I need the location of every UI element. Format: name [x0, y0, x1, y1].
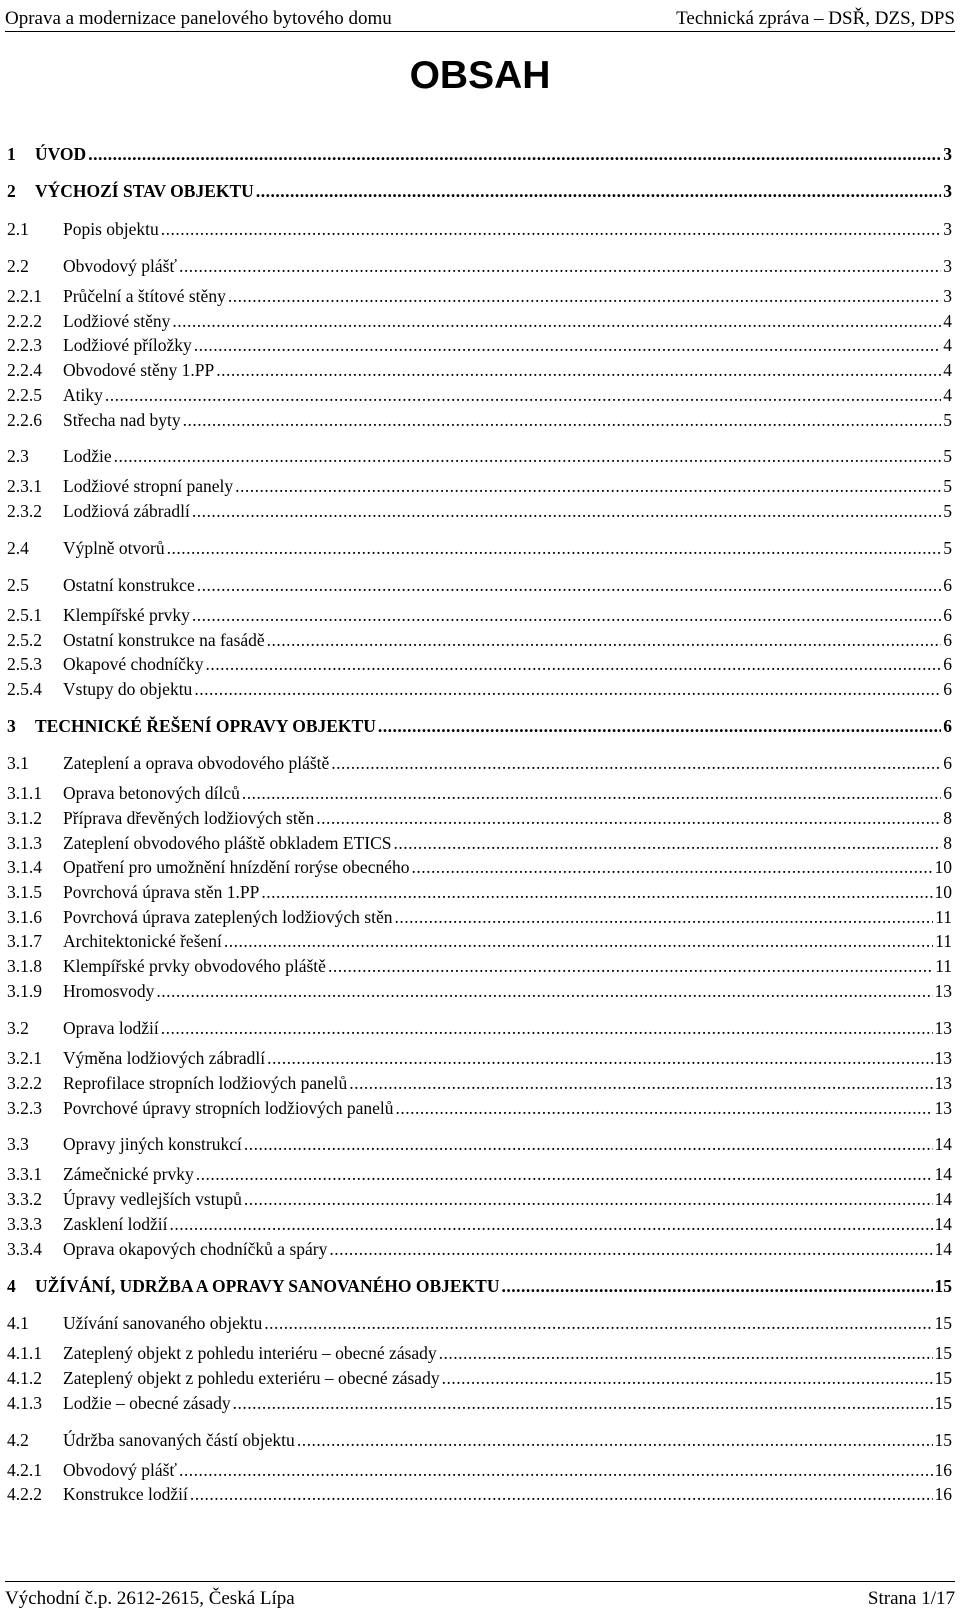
toc-entry-number: 3.1.1	[7, 783, 42, 803]
toc-entry[interactable]	[7, 605, 952, 627]
toc-dot-leader	[502, 1276, 933, 1297]
toc-entry[interactable]	[7, 360, 952, 382]
toc-entry[interactable]	[7, 1368, 952, 1390]
toc-entry-page: 6	[943, 753, 952, 773]
toc-entry[interactable]	[7, 1048, 952, 1070]
toc-entry-page: 10	[934, 882, 952, 902]
toc-entry-title: Průčelní a štítové stěny	[63, 286, 226, 306]
toc-entry-title: Lodžie	[63, 446, 112, 466]
toc-entry-number: 3.2.2	[7, 1073, 42, 1093]
toc-entry-number: 2.5.4	[7, 679, 42, 699]
toc-entry[interactable]	[7, 538, 952, 560]
footer-page-number: Strana 1/17	[867, 1588, 955, 1609]
toc-entry-number: 4.1.1	[7, 1343, 42, 1363]
toc-entry-title: TECHNICKÉ ŘEŠENÍ OPRAVY OBJEKTU	[35, 716, 376, 736]
toc-entry-page: 13	[934, 1073, 952, 1093]
toc-entry-title: Popis objektu	[63, 219, 159, 239]
toc-entry[interactable]	[7, 1313, 952, 1335]
toc-entry-title: ÚVOD	[35, 144, 87, 164]
toc-entry-number: 1	[7, 144, 16, 164]
toc-dot-leader	[442, 1368, 933, 1389]
toc-dot-leader	[244, 1134, 933, 1155]
toc-entry-title: Opravy jiných konstrukcí	[63, 1134, 242, 1154]
toc-dot-leader	[244, 1189, 933, 1210]
toc-entry[interactable]	[7, 1164, 952, 1186]
toc-entry-title: Užívání sanovaného objektu	[63, 1313, 263, 1333]
toc-entry[interactable]	[7, 716, 952, 738]
toc-entry-page: 5	[943, 410, 952, 430]
toc-entry-page: 15	[934, 1313, 952, 1333]
toc-dot-leader	[331, 753, 941, 774]
toc-dot-leader	[378, 716, 941, 737]
toc-entry-number: 2.5.1	[7, 605, 42, 625]
toc-entry-title: Úpravy vedlejších vstupů	[63, 1189, 242, 1209]
toc-entry-number: 2.2.4	[7, 360, 42, 380]
toc-entry[interactable]	[7, 1214, 952, 1236]
toc-entry-title: Zateplený objekt z pohledu exteriéru – obecné zásady	[63, 1368, 440, 1388]
toc-entry-page: 3	[943, 144, 952, 164]
toc-entry-number: 3.1.4	[7, 857, 42, 877]
toc-entry-page: 14	[934, 1214, 952, 1234]
toc-entry-number: 2.2	[7, 256, 29, 276]
toc-entry[interactable]	[7, 1430, 952, 1452]
toc-entry-title: Konstrukce lodžií	[63, 1484, 188, 1504]
toc-entry-number: 2.3	[7, 446, 29, 466]
toc-entry-title: Lodžiové příložky	[63, 335, 192, 355]
toc-entry-title: Architektonické řešení	[63, 931, 222, 951]
toc-entry-title: VÝCHOZÍ STAV OBJEKTU	[35, 181, 254, 201]
toc-entry-page: 13	[934, 981, 952, 1001]
toc-entry-title: Zámečnické prvky	[63, 1164, 194, 1184]
toc-dot-leader	[235, 476, 941, 497]
toc-entry[interactable]	[7, 857, 952, 879]
toc-entry-title: Ostatní konstrukce na fasádě	[63, 630, 265, 650]
toc-dot-leader	[329, 1239, 932, 1260]
toc-entry-title: Vstupy do objektu	[63, 679, 193, 699]
toc-entry-page: 11	[935, 931, 952, 951]
toc-dot-leader	[205, 654, 941, 675]
toc-dot-leader	[349, 1073, 932, 1094]
toc-entry-number: 2.1	[7, 219, 29, 239]
toc-entry-number: 3.2.1	[7, 1048, 42, 1068]
toc-dot-leader	[233, 1393, 933, 1414]
toc-entry[interactable]	[7, 1484, 952, 1506]
page-footer	[5, 1588, 955, 1610]
toc-entry-title: Střecha nad byty	[63, 410, 181, 430]
toc-dot-leader	[328, 956, 933, 977]
toc-entry-page: 15	[934, 1343, 952, 1363]
toc-entry-number: 2.3.2	[7, 501, 42, 521]
toc-entry-number: 2.2.3	[7, 335, 42, 355]
toc-entry-number: 3.1.5	[7, 882, 42, 902]
toc-dot-leader	[228, 286, 941, 307]
toc-entry-title: Zateplení a oprava obvodového pláště	[63, 753, 330, 773]
toc-entry-number: 3.3.4	[7, 1239, 42, 1259]
toc-entry[interactable]	[7, 1073, 952, 1095]
toc-dot-leader	[242, 783, 941, 804]
toc-dot-leader	[179, 256, 941, 277]
toc-entry-title: Oprava lodžií	[63, 1018, 159, 1038]
header-document-title: Oprava a modernizace panelového bytového domu	[5, 8, 392, 29]
toc-entry-title: Ostatní konstrukce	[63, 575, 195, 595]
toc-entry-number: 4.2.1	[7, 1460, 42, 1480]
toc-dot-leader	[172, 311, 941, 332]
toc-entry-number: 4.2.2	[7, 1484, 42, 1504]
toc-entry-page: 14	[934, 1239, 952, 1259]
toc-entry-title: Lodžiová zábradlí	[63, 501, 190, 521]
toc-entry[interactable]	[7, 335, 952, 357]
footer-divider	[5, 1581, 955, 1582]
toc-entry-page: 5	[943, 501, 952, 521]
toc-entry-page: 6	[943, 783, 952, 803]
toc-entry-page: 13	[934, 1098, 952, 1118]
toc-entry[interactable]	[7, 501, 952, 523]
toc-entry-title: Obvodové stěny 1.PP	[63, 360, 215, 380]
toc-entry-title: Oprava okapových chodníčků a spáry	[63, 1239, 328, 1259]
toc-dot-leader	[261, 882, 932, 903]
toc-entry-number: 2.2.2	[7, 311, 42, 331]
toc-entry-page: 3	[943, 219, 952, 239]
toc-dot-leader	[114, 446, 942, 467]
toc-entry[interactable]	[7, 630, 952, 652]
toc-entry[interactable]	[7, 144, 952, 166]
toc-entry-number: 3.2.3	[7, 1098, 42, 1118]
toc-entry-number: 3.1.2	[7, 808, 42, 828]
toc-entry-title: Výplně otvorů	[63, 538, 165, 558]
toc-entry-page: 4	[943, 335, 952, 355]
toc-entry-page: 8	[943, 833, 952, 853]
toc-entry[interactable]	[7, 833, 952, 855]
toc-dot-leader	[395, 1098, 932, 1119]
toc-entry[interactable]	[7, 907, 952, 929]
toc-dot-leader	[267, 1048, 932, 1069]
toc-dot-leader	[256, 181, 941, 202]
toc-entry[interactable]	[7, 882, 952, 904]
toc-dot-leader	[179, 1460, 933, 1481]
toc-entry-page: 4	[943, 360, 952, 380]
toc-entry-title: Lodžie – obecné zásady	[63, 1393, 231, 1413]
toc-entry[interactable]	[7, 679, 952, 701]
toc-entry[interactable]	[7, 1134, 952, 1156]
toc-entry-number: 2.4	[7, 538, 29, 558]
toc-entry[interactable]	[7, 981, 952, 1003]
toc-entry-number: 4	[7, 1276, 16, 1296]
toc-entry[interactable]	[7, 476, 952, 498]
toc-entry-title: Údržba sanovaných částí objektu	[63, 1430, 295, 1450]
toc-entry[interactable]	[7, 956, 952, 978]
toc-entry-page: 14	[934, 1164, 952, 1184]
toc-entry-page: 6	[943, 654, 952, 674]
toc-entry-number: 2.5.2	[7, 630, 42, 650]
toc-dot-leader	[105, 385, 941, 406]
toc-entry[interactable]	[7, 1189, 952, 1211]
toc-entry-page: 14	[934, 1134, 952, 1154]
toc-entry-number: 2.2.1	[7, 286, 42, 306]
toc-dot-leader	[192, 501, 941, 522]
toc-entry-number: 2.2.5	[7, 385, 42, 405]
page-title: OBSAH	[409, 54, 551, 97]
toc-entry[interactable]	[7, 808, 952, 830]
toc-entry-page: 5	[943, 446, 952, 466]
toc-entry-title: Obvodový plášť	[63, 1460, 177, 1480]
toc-dot-leader	[264, 1313, 932, 1334]
toc-entry-page: 3	[943, 286, 952, 306]
toc-entry-number: 3.3.3	[7, 1214, 42, 1234]
toc-entry-title: Zateplený objekt z pohledu interiéru – obecné zásady	[63, 1343, 437, 1363]
toc-dot-leader	[216, 360, 941, 381]
toc-dot-leader	[167, 538, 942, 559]
toc-dot-leader	[194, 679, 941, 700]
toc-entry-title: Povrchová úprava zateplených lodžiových stěn	[63, 907, 393, 927]
toc-entry-page: 6	[943, 716, 952, 736]
toc-entry-page: 6	[943, 679, 952, 699]
toc-entry-page: 15	[934, 1393, 952, 1413]
toc-entry-page: 10	[934, 857, 952, 877]
toc-entry-page: 15	[934, 1368, 952, 1388]
toc-entry-title: Hromosvody	[63, 981, 155, 1001]
toc-entry-number: 3.3.2	[7, 1189, 42, 1209]
toc-entry-page: 15	[934, 1430, 952, 1450]
toc-entry-number: 4.2	[7, 1430, 29, 1450]
toc-entry[interactable]	[7, 783, 952, 805]
toc-entry-number: 3.2	[7, 1018, 29, 1038]
toc-entry-title: Atiky	[63, 385, 103, 405]
toc-dot-leader	[297, 1430, 933, 1451]
toc-dot-leader	[190, 1484, 933, 1505]
toc-entry-number: 3.3.1	[7, 1164, 42, 1184]
toc-entry-number: 4.1.3	[7, 1393, 42, 1413]
toc-entry[interactable]	[7, 219, 952, 241]
toc-entry-number: 3.3	[7, 1134, 29, 1154]
toc-entry-number: 3.1.7	[7, 931, 42, 951]
toc-entry[interactable]	[7, 575, 952, 597]
toc-dot-leader	[88, 144, 941, 165]
toc-entry-page: 6	[943, 575, 952, 595]
toc-dot-leader	[156, 981, 932, 1002]
toc-dot-leader	[183, 410, 942, 431]
toc-entry-title: Výměna lodžiových zábradlí	[63, 1048, 266, 1068]
toc-entry[interactable]	[7, 1276, 952, 1298]
toc-entry-title: Obvodový plášť	[63, 256, 177, 276]
toc-entry-number: 2.3.1	[7, 476, 42, 496]
toc-entry-title: Opatření pro umožnění hnízdění rorýse obecného	[63, 857, 410, 877]
toc-entry-title: Lodžiové stěny	[63, 311, 171, 331]
toc-entry[interactable]	[7, 385, 952, 407]
toc-entry-page: 16	[934, 1460, 952, 1480]
toc-entry-title: Povrchová úprava stěn 1.PP	[63, 882, 260, 902]
toc-entry[interactable]	[7, 1343, 952, 1365]
toc-dot-leader	[194, 335, 941, 356]
toc-entry[interactable]	[7, 256, 952, 278]
toc-entry-title: Klempířské prvky obvodového pláště	[63, 956, 326, 976]
toc-entry-title: Příprava dřevěných lodžiových stěn	[63, 808, 315, 828]
toc-entry-number: 4.1	[7, 1313, 29, 1333]
toc-entry[interactable]	[7, 286, 952, 308]
toc-entry[interactable]	[7, 311, 952, 333]
toc-dot-leader	[170, 1214, 933, 1235]
toc-entry[interactable]	[7, 181, 952, 203]
toc-dot-leader	[161, 1018, 933, 1039]
toc-entry-title: Okapové chodníčky	[63, 654, 204, 674]
toc-entry-page: 5	[943, 538, 952, 558]
toc-entry-page: 11	[935, 907, 952, 927]
toc-dot-leader	[197, 575, 942, 596]
toc-entry-title: UŽÍVÁNÍ, UDRŽBA A OPRAVY SANOVANÉHO OBJEKTU	[35, 1276, 500, 1296]
toc-entry[interactable]	[7, 1239, 952, 1261]
toc-entry-number: 2.2.6	[7, 410, 42, 430]
toc-entry-page: 3	[943, 181, 952, 201]
toc-dot-leader	[267, 630, 942, 651]
toc-entry-number: 2.5	[7, 575, 29, 595]
header-report-type: Technická zpráva – DSŘ, DZS, DPS	[676, 8, 955, 29]
toc-entry-page: 15	[934, 1276, 952, 1296]
toc-entry-number: 3.1	[7, 753, 29, 773]
toc-entry-title: Oprava betonových dílců	[63, 783, 240, 803]
toc-entry-page: 5	[943, 476, 952, 496]
toc-entry[interactable]	[7, 1018, 952, 1040]
toc-entry[interactable]	[7, 1460, 952, 1482]
toc-entry-number: 3	[7, 716, 16, 736]
toc-entry-number: 2	[7, 181, 16, 201]
toc-entry-title: Klempířské prvky	[63, 605, 190, 625]
toc-entry-number: 3.1.3	[7, 833, 42, 853]
toc-dot-leader	[411, 857, 932, 878]
toc-entry-page: 4	[943, 311, 952, 331]
toc-entry-page: 11	[935, 956, 952, 976]
toc-entry-title: Reprofilace stropních lodžiových panelů	[63, 1073, 348, 1093]
toc-entry-page: 6	[943, 605, 952, 625]
toc-entry-number: 3.1.6	[7, 907, 42, 927]
toc-entry-page: 4	[943, 385, 952, 405]
toc-entry-page: 14	[934, 1189, 952, 1209]
toc-entry-number: 4.1.2	[7, 1368, 42, 1388]
toc-entry-page: 13	[934, 1048, 952, 1068]
toc-entry-number: 3.1.9	[7, 981, 42, 1001]
toc-entry-title: Lodžiové stropní panely	[63, 476, 234, 496]
toc-entry-page: 16	[934, 1484, 952, 1504]
toc-entry-title: Povrchové úpravy stropních lodžiových panelů	[63, 1098, 394, 1118]
toc-dot-leader	[224, 931, 933, 952]
toc-entry-page: 13	[934, 1018, 952, 1038]
toc-dot-leader	[196, 1164, 933, 1185]
toc-entry-number: 2.5.3	[7, 654, 42, 674]
toc-dot-leader	[394, 907, 933, 928]
toc-dot-leader	[316, 808, 941, 829]
toc-entry[interactable]	[7, 753, 952, 775]
toc-entry-page: 6	[943, 630, 952, 650]
toc-dot-leader	[161, 219, 941, 240]
toc-entry-page: 3	[943, 256, 952, 276]
toc-dot-leader	[192, 605, 941, 626]
toc-entry[interactable]	[7, 931, 952, 953]
toc-entry[interactable]	[7, 1393, 952, 1415]
toc-entry-number: 3.1.8	[7, 956, 42, 976]
toc-entry-title: Zateplení obvodového pláště obkladem ETICS	[63, 833, 392, 853]
toc-entry[interactable]	[7, 1098, 952, 1120]
toc-entry[interactable]	[7, 446, 952, 468]
toc-entry-title: Zasklení lodžií	[63, 1214, 168, 1234]
toc-entry[interactable]	[7, 654, 952, 676]
toc-entry[interactable]	[7, 410, 952, 432]
footer-address: Východní č.p. 2612-2615, Česká Lípa	[5, 1588, 295, 1609]
toc-entry-page: 8	[943, 808, 952, 828]
toc-dot-leader	[439, 1343, 933, 1364]
toc-dot-leader	[394, 833, 942, 854]
